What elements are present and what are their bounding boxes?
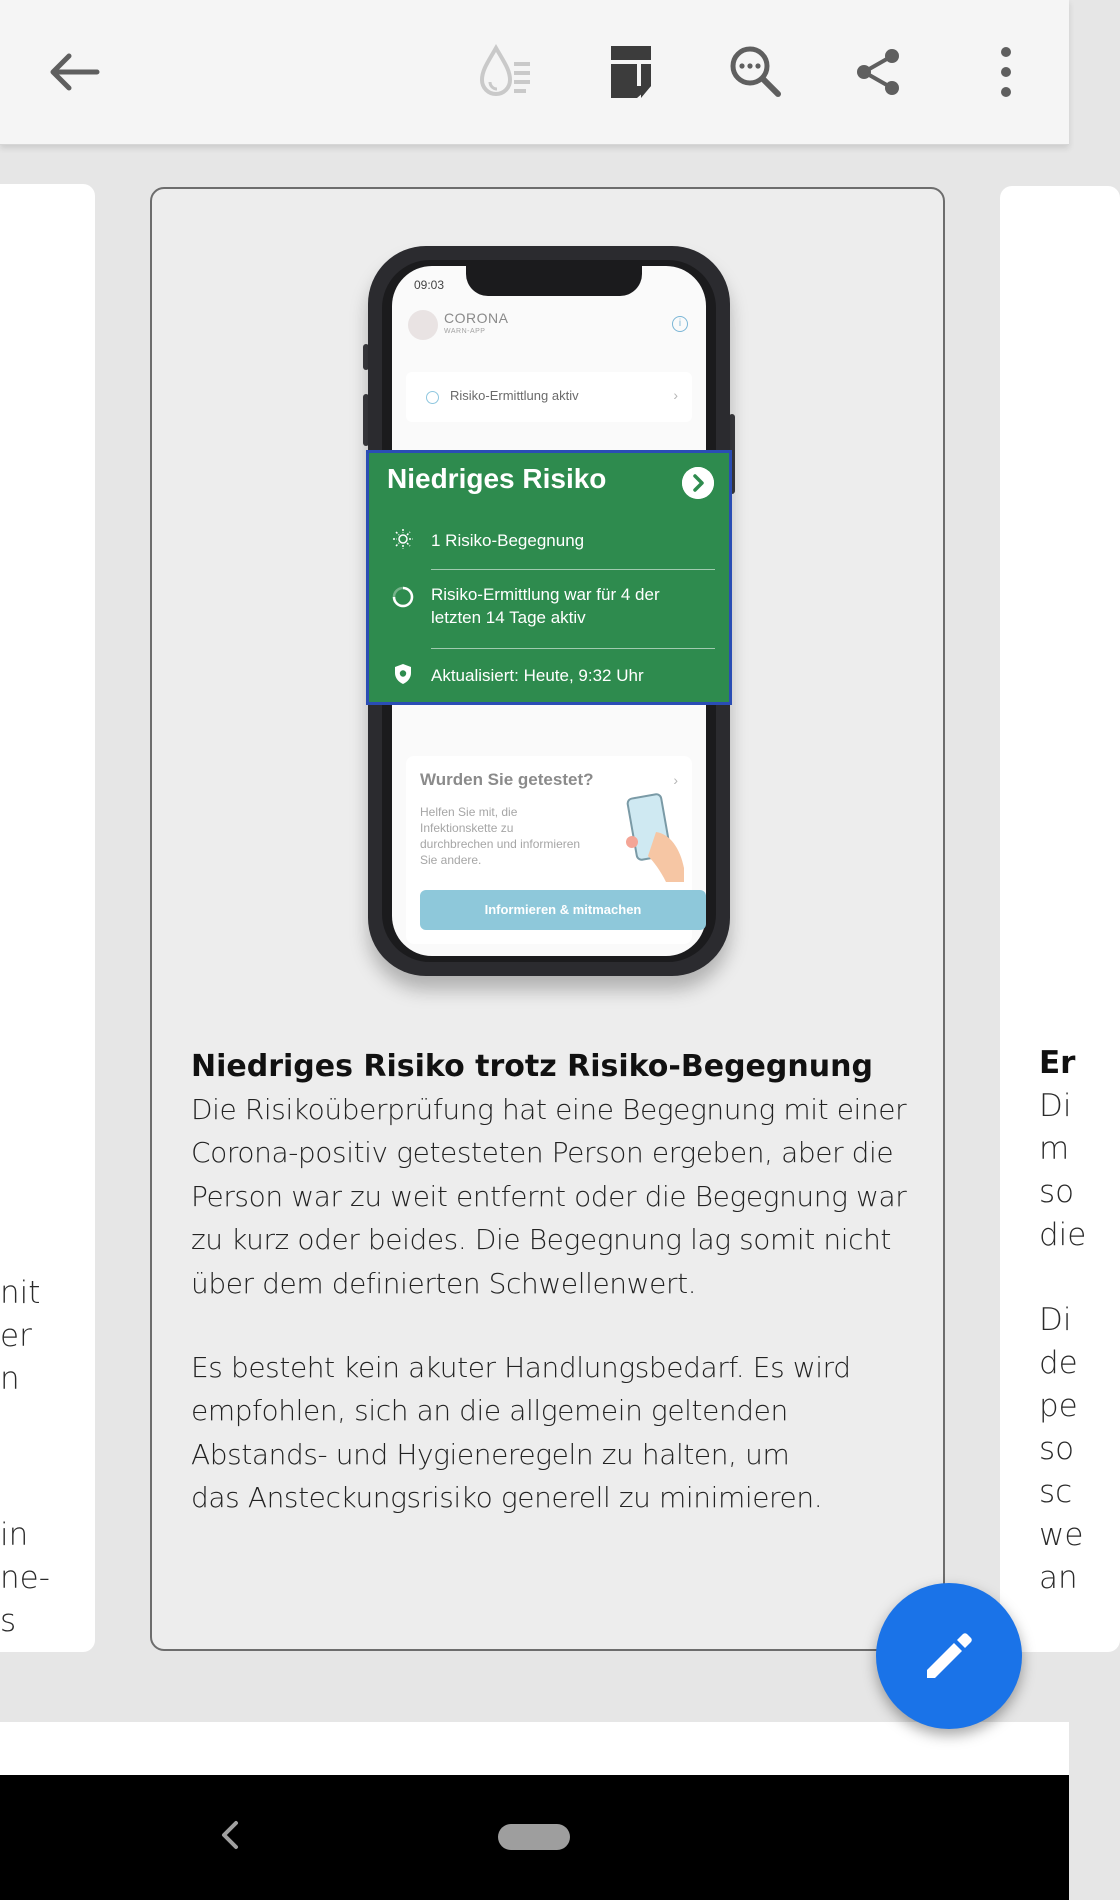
test-card-title: Wurden Sie getestet? [420,770,594,789]
more-vert-icon [996,46,1016,98]
system-navigation-bar [0,1775,1069,1900]
top-toolbar [0,0,1069,145]
test-card-body: Helfen Sie mit, die Infektionskette zu durchbrechen und informieren Sie andere. [420,805,581,867]
page-layout-icon [607,42,655,102]
risk-row [369,583,729,633]
page-text-fragment: we [1039,1517,1084,1553]
page-text-fragment: pe [1039,1388,1078,1424]
paragraph-risk-explanation: Die Risikoüberprüfung hat eine Begegnung mit einer Corona-positiv getesteten Person ergeben, aber die Person war zu weit entfernt oder die Begegnung war zu kurz oder beides. Die Begegnung lag somit nicht über dem definierten Schwellenwert. [191,1093,907,1300]
risk-detection-days: Risiko-Ermittlung war für 4 der letzten 14 Tage aktiv [431,585,660,627]
chevron-right-icon: › [673,772,678,788]
ink-drop-list-icon [474,40,538,104]
more-options-button[interactable] [966,32,1046,112]
nav-back-icon[interactable] [210,1815,250,1855]
virus-icon [391,527,415,551]
status-indicator-icon [426,391,439,404]
risk-row [369,662,729,692]
phone-notch [466,266,642,296]
info-icon: i [672,316,688,332]
page-text-fragment: n [0,1361,20,1397]
corona-app-logo [408,310,438,340]
next-page[interactable] [1000,186,1120,1652]
share-icon [852,46,904,98]
page-text-fragment: m [1039,1131,1070,1167]
section-heading: Niedriges Risiko trotz Risiko-Begegnung [191,1049,873,1084]
paragraph-recommendation: Es besteht kein akuter Handlungsbedarf. Es wird empfohlen, sich an die allgemein geltenden Abstands- und Hygieneregeln zu halten, um das Ansteckungsrisiko generell zu minimieren. [191,1351,851,1515]
page-text-fragment: an [1039,1560,1078,1596]
pencil-edit-icon [919,1626,979,1686]
page-text-fragment: Er [1039,1045,1076,1081]
page-bottom-strip [0,1722,1069,1775]
app-brand-name: CORONA [444,310,509,326]
risk-encounter-count: 1 Risiko-Begegnung [431,531,585,550]
page-text-fragment: de [1039,1345,1078,1381]
nav-home-pill[interactable] [498,1824,570,1850]
divider [431,569,715,570]
back-button[interactable] [33,32,113,112]
share-button[interactable] [838,32,918,112]
page-text-fragment: nit [0,1275,41,1311]
hand-phone-icon [626,792,686,882]
progress-ring-icon [391,585,415,609]
page-text-fragment: in [0,1517,29,1553]
page-text-fragment: s [0,1603,17,1639]
page-text-fragment: so [1039,1174,1075,1210]
divider [431,648,715,649]
chevron-circle-right-icon [682,467,714,499]
page-text-fragment: er [0,1318,32,1354]
ink-drop-button[interactable] [466,32,546,112]
current-page[interactable] [150,187,945,1651]
risk-updated-time: Aktualisiert: Heute, 9:32 Uhr [431,666,644,685]
page-text-fragment: sc [1039,1474,1073,1510]
risk-row [369,527,729,559]
inform-participate-button: Informieren & mitmachen [420,890,706,930]
page-text-fragment: die [1039,1217,1087,1253]
low-risk-card [366,450,732,705]
page-text-fragment: Di [1039,1302,1072,1338]
status-row [406,372,692,422]
page-layout-button[interactable] [591,32,671,112]
search-button[interactable] [716,32,796,112]
app-brand-subtitle: WARN-APP [444,328,486,335]
risk-card-title: Niedriges Risiko [387,463,607,494]
page-text-fragment: Di [1039,1088,1072,1124]
status-row-label: Risiko-Ermittlung aktiv [450,388,579,403]
arrow-left-icon [45,50,101,94]
shield-icon [391,662,415,686]
screen-time: 09:03 [414,278,445,292]
previous-page[interactable] [0,184,95,1652]
search-icon [728,44,784,100]
chevron-right-icon: › [673,387,678,403]
edit-fab-button[interactable] [876,1583,1022,1729]
page-text-fragment: ne- [0,1560,50,1596]
test-card [406,756,692,944]
page-text-fragment: so [1039,1431,1075,1467]
